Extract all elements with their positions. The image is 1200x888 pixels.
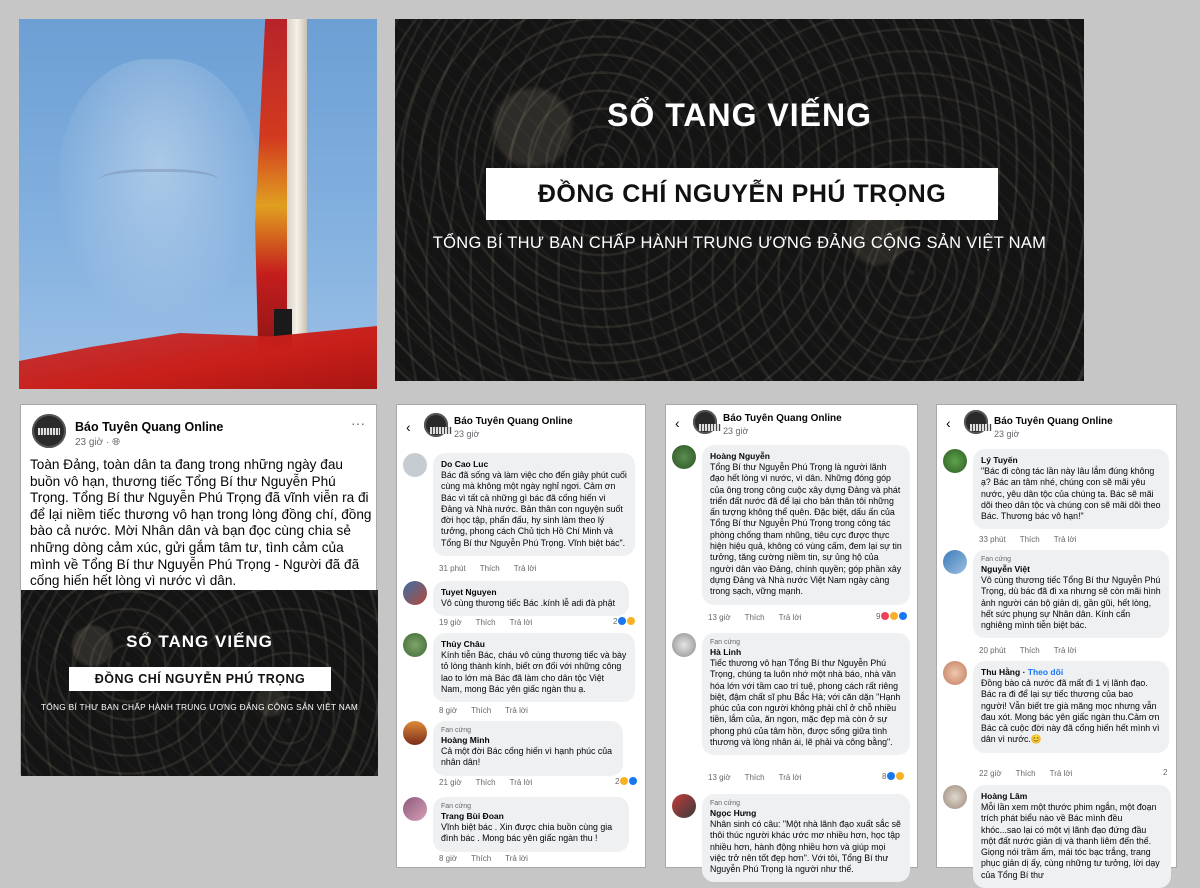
comment-text: Vô cùng thương tiếc Bác .kính lễ adi đà phật — [441, 598, 616, 608]
portrait-glasses — [99, 169, 219, 197]
fan-badge: Fan cứng — [710, 639, 740, 646]
comment-actions — [979, 535, 1090, 544]
memorial-photo — [19, 19, 377, 381]
commenter-name[interactable]: Ngọc Hưng — [710, 808, 757, 818]
banner-subtitle: TỔNG BÍ THƯ BAN CHẤP HÀNH TRUNG ƯƠNG ĐẢNG CỘNG SẢN VIỆT NAM — [432, 234, 1047, 252]
like-button[interactable]: Thích — [1015, 769, 1036, 778]
fan-badge: Fan cứng — [981, 556, 1011, 563]
comment-text: Đồng bào cả nước đã mất đi 1 vị lãnh đạo. Bác ra đi để lại sự tiếc thương của bao người! Vẫn biết tre già măng mọc nhưng vẫn đau xót. Mong bác yên giấc ngàn thu.Cảm ơn Bác cả cuộc đời này đã cống hiến hết mình vì dân vì nước.😊 — [981, 678, 1160, 745]
reply-button[interactable]: Trả lời — [513, 564, 537, 573]
like-reaction-icon — [629, 777, 637, 785]
facebook-post — [20, 404, 377, 775]
post-image-title: SỔ TANG VIẾNG — [126, 632, 273, 651]
sad-reaction-icon — [627, 617, 635, 625]
comment-actions — [439, 618, 546, 627]
reply-button[interactable]: Trả lời — [505, 854, 528, 863]
commenter-avatar[interactable] — [943, 661, 967, 685]
post-image-name: ĐỒNG CHÍ NGUYỄN PHÚ TRỌNG — [69, 667, 331, 691]
reply-button[interactable]: Trả lời — [778, 773, 802, 782]
reaction-number: 2 — [615, 777, 620, 786]
comments-screenshot-1 — [396, 404, 646, 868]
commenter-name[interactable]: Trang Bùi Đoan — [441, 811, 504, 821]
comment-bubble — [973, 661, 1169, 753]
comment-actions — [439, 564, 550, 573]
commenter-avatar[interactable] — [943, 550, 967, 574]
page-avatar[interactable] — [32, 414, 66, 448]
reaction-count[interactable] — [876, 612, 907, 621]
reaction-count[interactable] — [613, 617, 635, 626]
flag-shape — [255, 19, 289, 359]
comment-bubble — [702, 633, 910, 755]
comment-time: 13 giờ — [708, 613, 731, 622]
like-button[interactable]: Thích — [479, 564, 500, 573]
like-button[interactable]: Thích — [1019, 535, 1040, 544]
comment-time: 8 giờ — [439, 854, 458, 863]
post-image-subtitle: TỔNG BÍ THƯ BAN CHẤP HÀNH TRUNG ƯƠNG ĐẢNG CỘNG SẢN VIỆT NAM — [40, 702, 359, 712]
comment-bubble — [702, 445, 910, 605]
reaction-number: 8 — [882, 772, 887, 781]
comment-time: 22 giờ — [979, 769, 1002, 778]
reaction-number: 9 — [876, 612, 881, 621]
reaction-count[interactable] — [615, 777, 637, 786]
commenter-name[interactable]: Nguyễn Việt — [981, 564, 1030, 574]
post-time: 23 giờ — [723, 426, 749, 436]
like-reaction-icon — [887, 772, 895, 780]
back-arrow-icon[interactable]: ‹ — [406, 419, 411, 435]
back-arrow-icon[interactable]: ‹ — [946, 415, 951, 431]
page-name[interactable]: Báo Tuyên Quang Online — [994, 416, 1113, 427]
commenter-name[interactable]: Thủy Châu — [441, 639, 485, 649]
like-button[interactable]: Thích — [744, 773, 765, 782]
sad-reaction-icon — [620, 777, 628, 785]
comment-time: 21 giờ — [439, 778, 462, 787]
like-button[interactable]: Thích — [744, 613, 765, 622]
page-name[interactable]: Báo Tuyên Quang Online — [454, 416, 573, 427]
back-arrow-icon[interactable]: ‹ — [675, 415, 680, 431]
comment-actions — [708, 613, 815, 622]
page-avatar[interactable] — [693, 410, 717, 434]
fan-badge: Fan cứng — [441, 803, 471, 810]
like-button[interactable]: Thích — [471, 854, 492, 863]
like-reaction-icon — [899, 612, 907, 620]
comment-text: Vĩnh biệt bác . Xin được chia buồn cùng gia đình bác . Mong bác yên giấc ngàn thu ! — [441, 822, 613, 844]
like-button[interactable]: Thích — [475, 778, 496, 787]
page-avatar[interactable] — [424, 413, 448, 437]
comment-time: 19 giờ — [439, 618, 462, 627]
comment-text: Tổng Bí thư Nguyễn Phú Trọng là người lãnh đạo hết lòng vì nước, vì dân. Những đóng góp của ông trong công cuộc xây dựng Đảng và phát triển đất nước đã để lại cho bản thân tôi những ấn tượng không thể quên. Đặc biệt, dấu ấn của Tổng Bí thư Nguyễn Phú Trọng trong công tác phòng chống tham nhũng, tiêu cực được thực hiện hiệu quả, không có vùng cấm, đem lại sự tin tưởng, tăng cường niềm tin, sự ủng hộ của người dân vào Đảng, chính quyền; góp phần xây dựng Đảng và Nhà nước Việt Nam ngày càng trong sạch, vững mạnh. — [710, 462, 902, 597]
comment-text: Tiếc thương vô hạn Tổng Bí thư Nguyễn Phú Trọng, chúng ta luôn nhớ một nhà báo, nhà văn hóa lớn với tầm cao trí tuệ, phong cách rất riêng biệt, đậm chất sĩ phu Bắc Hà; với căn dặn "Hạnh phúc của con người không phải chỉ ở chỗ nhiều tiền, lắm của, ăn ngon, mặc đẹp mà còn ở sự phong phú của tâm hồn, được sống giữa tình thương và lòng nhân ái, lẽ phải và công bằng". — [710, 658, 901, 748]
commenter-name[interactable]: Hoàng Lâm — [981, 791, 1028, 801]
comment-text: Kính tiễn Bác, cháu vô cùng thương tiếc và bày tỏ lòng thành kính, biết ơn đối với những công lao to lớn mà Bác đã làm cho dân tộc Việt Nam, mong Bác yên giấc ngàn thu ạ. — [441, 650, 627, 694]
commenter-avatar[interactable] — [403, 721, 427, 745]
love-reaction-icon — [881, 612, 889, 620]
comment-bubble — [973, 785, 1171, 888]
more-options-icon[interactable]: ··· — [351, 415, 365, 431]
banner-name: ĐỒNG CHÍ NGUYỄN PHÚ TRỌNG — [486, 168, 998, 220]
like-button[interactable]: Thích — [475, 618, 496, 627]
comment-bubble — [702, 794, 910, 882]
post-body: Toàn Đảng, toàn dân ta đang trong những ngày đau buồn vô hạn, thương tiếc Tổng Bí thư Nguyễn Phú Trọng. Tổng Bí thư Nguyễn Phú Trọng đã vĩnh viễn ra đi để lại niềm tiếc thương vô hạn trong lòng đồng chí, đồng bào cả nước. Mời Nhân dân và bạn đọc cùng chia sẻ những dòng cảm xúc, gửi gắm tâm tư, tình cảm của mình về Tổng Bí thư Nguyễn Phú Trọng - Người đã đã cống hiến hết lòng vì nước vì dân. — [30, 457, 372, 589]
page-name[interactable]: Báo Tuyên Quang Online — [723, 413, 842, 424]
commenter-avatar[interactable] — [943, 785, 967, 809]
comment-bubble — [433, 581, 629, 616]
like-button[interactable]: Thích — [471, 706, 492, 715]
sad-reaction-icon — [896, 772, 904, 780]
globe-icon: 🌐︎ — [112, 437, 121, 448]
fan-badge: Fan cứng — [710, 800, 740, 807]
comment-bubble — [433, 453, 635, 556]
fan-badge: Fan cứng — [441, 727, 471, 734]
comment-text: Nhân sinh có câu: "Một nhà lãnh đạo xuất sắc sẽ thôi thúc người khác ước mơ nhiều hơn, học tập nhiều hơn, hành động nhiều hơn và giúp mọi việc trở nên tốt đẹp hơn". Với tôi, Tổng Bí thư Nguyễn Phú Trọng là người như thế. — [710, 819, 901, 875]
like-button[interactable]: Thích — [1019, 646, 1040, 655]
reply-button[interactable]: Trả lời — [1049, 769, 1073, 778]
comment-actions — [439, 778, 546, 787]
commenter-name[interactable]: Lý Tuyến — [981, 455, 1018, 465]
commenter-avatar[interactable] — [403, 797, 427, 821]
commenter-name[interactable]: Hoàng Minh — [441, 735, 490, 745]
commenter-avatar[interactable] — [943, 449, 967, 473]
post-image[interactable] — [21, 590, 378, 776]
comment-time: 33 phút — [979, 535, 1006, 544]
reply-button[interactable]: Trả lời — [1053, 646, 1077, 655]
commenter-name[interactable]: Do Cao Luc — [441, 459, 489, 469]
commenter-avatar[interactable] — [672, 794, 696, 818]
comment-bubble — [433, 633, 635, 702]
commenter-avatar[interactable] — [672, 445, 696, 469]
reply-button[interactable]: Trả lời — [505, 706, 528, 715]
reply-button[interactable]: Trả lời — [778, 613, 802, 622]
red-cloth-shape — [19, 319, 377, 389]
commenter-name[interactable]: Hà Linh — [710, 647, 742, 657]
comment-bubble — [973, 449, 1169, 529]
reply-button[interactable]: Trả lời — [1053, 535, 1077, 544]
post-time-text: 23 giờ · — [75, 437, 110, 448]
commenter-name[interactable]: Thu Hằng · Theo dõi — [981, 667, 1064, 677]
commenter-avatar[interactable] — [403, 633, 427, 657]
comment-actions — [979, 769, 1086, 778]
reaction-count[interactable]: 2 — [1163, 768, 1168, 777]
comment-text: Vô cùng thương tiếc Tổng Bí thư Nguyễn Phú Trọng, dù bác đã đi xa nhưng sẽ còn mãi hình ảnh người cán bộ giản dị, gần gũi, hết lòng, hết sức phụng sự Nhân dân. Kính cẩn nghiêng mình tiễn biệt bác. — [981, 575, 1161, 631]
commenter-avatar[interactable] — [672, 633, 696, 657]
commenter-name[interactable]: Hoàng Nguyễn — [710, 451, 770, 461]
commenter-name[interactable]: Tuyet Nguyen — [441, 587, 497, 597]
comments-screenshot-2 — [665, 404, 918, 875]
comment-time: 13 giờ — [708, 773, 731, 782]
comment-bubble — [433, 797, 629, 852]
comment-bubble — [973, 550, 1169, 638]
reply-button[interactable]: Trả lời — [509, 618, 533, 627]
post-time — [75, 437, 120, 448]
comment-time: 20 phút — [979, 646, 1006, 655]
comment-time: 31 phút — [439, 564, 466, 573]
comment-bubble — [433, 721, 623, 776]
comment-text: Mỗi lần xem một thước phim ngắn, một đoạn trích phát biểu nào về Bác mình đều khóc...sao lại có một vị lãnh đạo đứng đầu một đất nước giản dị và thanh liêm đến thế. Giọng nói trầm ấm, mái tóc bạc trắng, trang phục giản dị ấy, cùng những tư tưởng, lời dạy của Tổng Bí thư — [981, 802, 1160, 880]
page-name[interactable]: Báo Tuyên Quang Online — [75, 420, 224, 434]
comment-actions — [708, 773, 815, 782]
post-time: 23 giờ — [994, 429, 1020, 439]
reaction-number: 2 — [613, 617, 618, 626]
commenter-name-text: Thu Hằng — [981, 667, 1021, 677]
post-time: 23 giờ — [454, 429, 480, 439]
reaction-count[interactable] — [882, 772, 904, 781]
comment-actions — [979, 646, 1090, 655]
comment-text: "Bác đi công tác lần này lâu lắm đúng không ạ? Bác an tâm nhé, chúng con sẽ mãi yêu nước, yêu dân tộc của chúng ta. Bác sẽ mãi dõi theo dân tộc và chúng con sẽ mãi dõi theo Bác. Thương bác vô hạn!" — [981, 466, 1161, 522]
sad-reaction-icon — [890, 612, 898, 620]
page-avatar[interactable] — [964, 410, 988, 434]
comment-time: 8 giờ — [439, 706, 458, 715]
condolence-banner — [395, 19, 1084, 381]
comment-actions — [439, 706, 542, 715]
commenter-avatar[interactable] — [403, 581, 427, 605]
like-reaction-icon — [618, 617, 626, 625]
comment-text: Cả một đời Bác cống hiến vì hạnh phúc của nhân dân! — [441, 746, 613, 768]
follow-button[interactable]: Theo dõi — [1027, 667, 1064, 677]
reply-button[interactable]: Trả lời — [509, 778, 533, 787]
commenter-avatar[interactable] — [403, 453, 427, 477]
comment-text: Bác đã sống và làm việc cho đến giây phút cuối cùng mà không một ngày nghỉ ngơi. Cảm ơn Bác vì tất cả những gì bác đã cống hiến vì Đảng và Nhà nước. Bản thân con nguyện suốt đời học tập, phấn đấu, hy sinh làm theo lý tưởng, phong cách Chủ tịch Hồ Chí Minh và Tổng Bí thư Nguyễn Phú Trọng. Vĩnh biệt bác". — [441, 470, 627, 548]
comment-actions — [439, 854, 542, 863]
comments-screenshot-3 — [936, 404, 1177, 880]
banner-title: SỔ TANG VIẾNG — [607, 97, 872, 133]
